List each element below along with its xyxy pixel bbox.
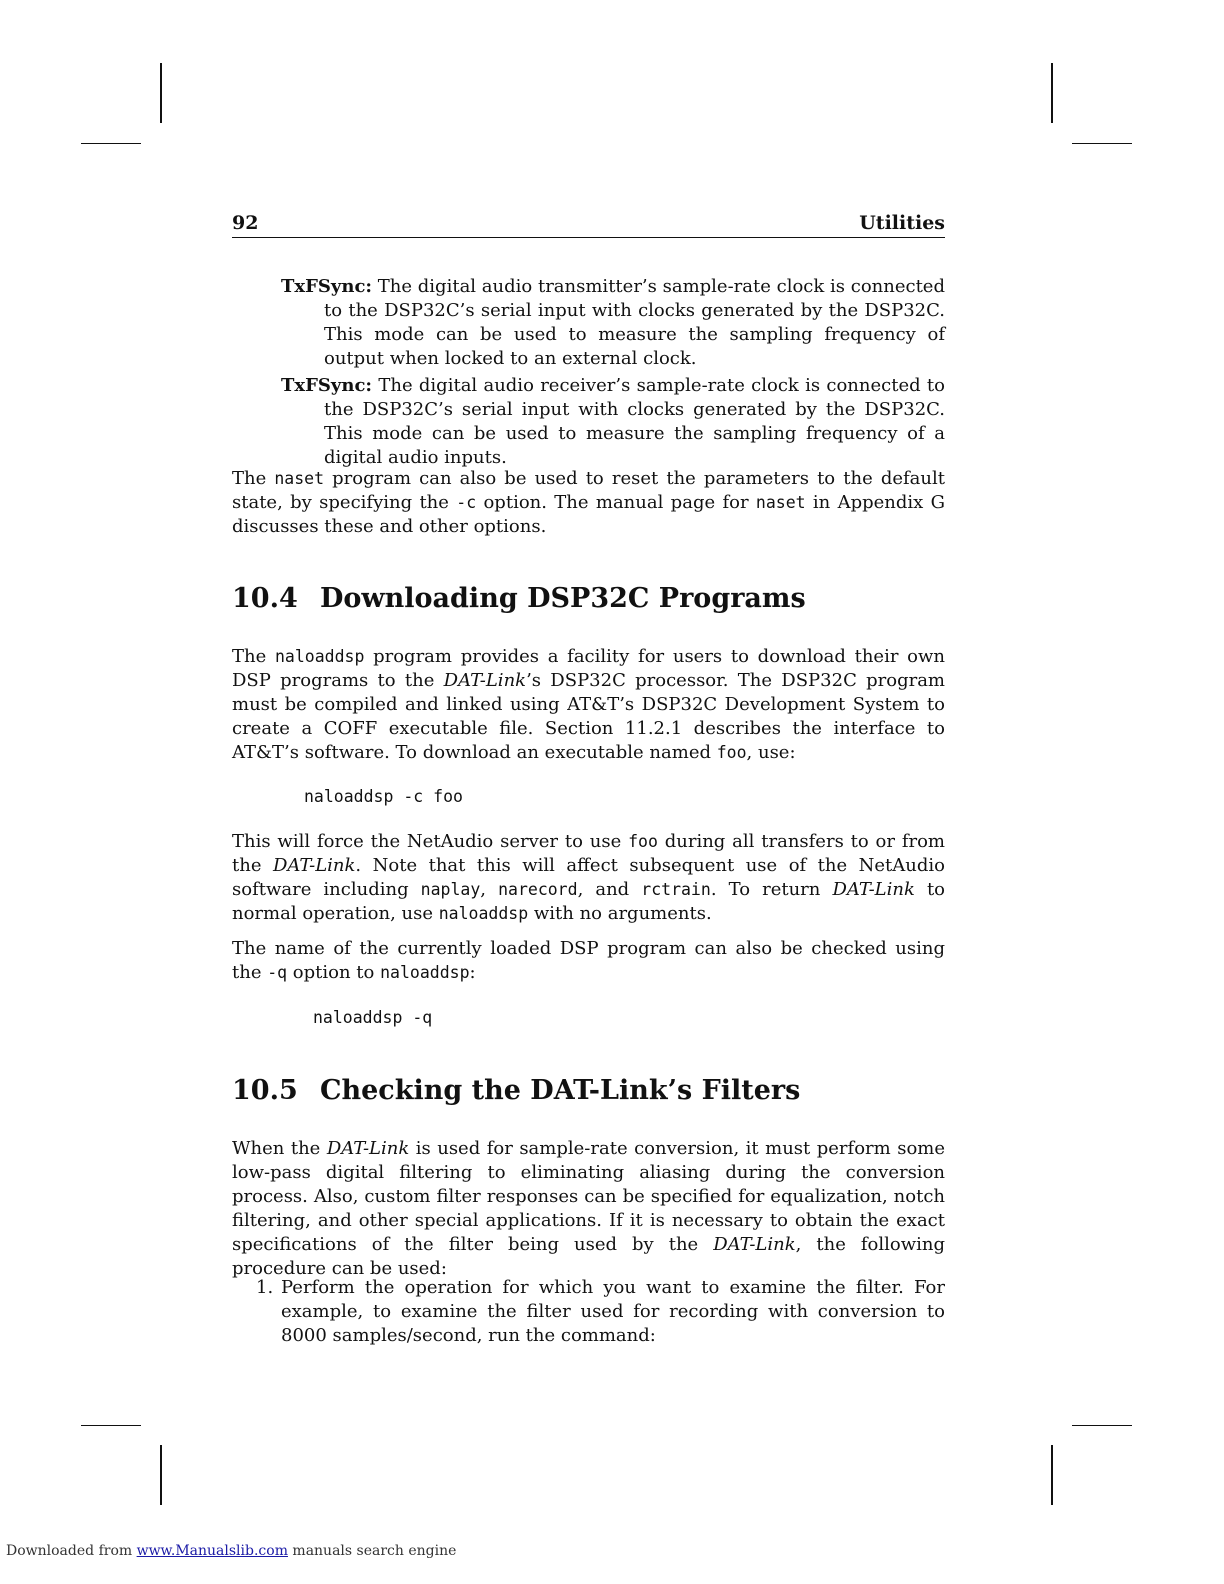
command-narecord: narecord xyxy=(498,880,578,899)
paragraph-naset: The naset program can also be used to reset the parameters to the default state, by specifying the -c option. The manual page for naset in Appendix G discusses these and other options. xyxy=(232,468,946,537)
definition-text: The digital audio receiver’s sample-rate clock is connected to the DSP32C’s serial input with clocks generated by the DSP32C. This mode can be used to measure the sampling frequency of a digital audio inputs. xyxy=(324,375,945,468)
list-item-text: Perform the operation for which you want to examine the filter. For example, to examine the filter used for recording with conversion to 8000 samples/second, run the command: xyxy=(281,1277,945,1346)
product-name: DAT-Link xyxy=(443,670,527,691)
product-name: DAT-Link xyxy=(832,879,915,900)
command-naset: naset xyxy=(274,469,325,488)
list-marker: 1. xyxy=(256,1277,274,1298)
crop-mark-bottom-right-vertical xyxy=(1051,1445,1053,1505)
crop-mark-bottom-left-horizontal xyxy=(81,1425,141,1426)
crop-mark-top-left-horizontal xyxy=(81,143,141,144)
crop-mark-top-left-vertical xyxy=(160,63,162,123)
command-naset: naset xyxy=(755,493,806,512)
command-rctrain: rctrain xyxy=(641,880,711,899)
section-number: 10.4 xyxy=(232,583,298,614)
chapter-title: Utilities xyxy=(859,212,945,234)
filename-foo: foo xyxy=(628,832,658,851)
download-footer: Downloaded from www.Manualslib.com manuals search engine xyxy=(6,1543,457,1559)
section-heading-10-4 xyxy=(232,583,945,615)
crop-mark-bottom-right-horizontal xyxy=(1072,1425,1132,1426)
section-title: Checking the DAT-Link’s Filters xyxy=(320,1075,801,1106)
paragraph-naloaddsp: The naloaddsp program provides a facility for users to download their own DSP programs to the DAT-Link’s DSP32C processor. The DSP32C program must be compiled and linked using AT&T’s DSP32C Development System to create a COFF executable file. Section 11.2.1 describes the interface to AT&T’s software. To download an executable named foo, use: xyxy=(232,646,945,763)
product-name: DAT-Link xyxy=(713,1234,796,1255)
page-number: 92 xyxy=(232,212,259,234)
product-name: DAT-Link xyxy=(326,1138,410,1159)
product-name: DAT-Link xyxy=(272,855,356,876)
command-naloaddsp: naloaddsp xyxy=(380,963,470,982)
crop-mark-bottom-left-vertical xyxy=(160,1445,162,1505)
option-q: -q xyxy=(267,963,288,982)
option-c: -c xyxy=(456,493,477,512)
running-header xyxy=(232,212,945,238)
paragraph-query: The name of the currently loaded DSP program can also be checked using the -q option to naloaddsp: xyxy=(232,938,945,983)
paragraph-force: This will force the NetAudio server to use foo during all transfers to or from the DAT-Link. Note that this will affect subsequent use of the NetAudio software including naplay, narecord, and rctrain. To return DAT-Link to normal operation, use naloaddsp with no arguments. xyxy=(232,831,946,924)
code-block-load: naloaddsp -c foo xyxy=(304,787,463,806)
definition-term: TxFSync: xyxy=(281,276,373,297)
code-block-query: naloaddsp -q xyxy=(313,1008,433,1027)
manualslib-link[interactable]: www.Manualslib.com xyxy=(136,1543,288,1559)
crop-mark-top-right-vertical xyxy=(1051,63,1053,123)
section-heading-10-5 xyxy=(232,1075,945,1107)
section-title: Downloading DSP32C Programs xyxy=(320,583,806,614)
definition-item-transmitter xyxy=(281,275,945,371)
list-item xyxy=(256,1276,945,1348)
filename-foo: foo xyxy=(716,743,747,762)
definition-text: The digital audio transmitter’s sample-rate clock is connected to the DSP32C’s serial input with clocks generated by the DSP32C. This mode can be used to measure the sampling frequency of output when locked to an external clock. xyxy=(324,276,945,369)
crop-mark-top-right-horizontal xyxy=(1072,143,1132,144)
command-naloaddsp: naloaddsp xyxy=(274,647,365,666)
section-number: 10.5 xyxy=(232,1075,298,1106)
definition-term: TxFSync: xyxy=(281,375,373,396)
paragraph-filters: When the DAT-Link is used for sample-rate conversion, it must perform some low-pass digital filtering to eliminating aliasing during the conversion process. Also, custom filter responses can be specified for equalization, notch filtering, and other special applications. If it is necessary to obtain the exact specifications of the filter being used by the DAT-Link, the following procedure can be used: xyxy=(232,1138,945,1279)
command-naloaddsp: naloaddsp xyxy=(438,904,529,923)
command-naplay: naplay xyxy=(420,880,481,899)
definition-item-receiver xyxy=(281,374,945,470)
